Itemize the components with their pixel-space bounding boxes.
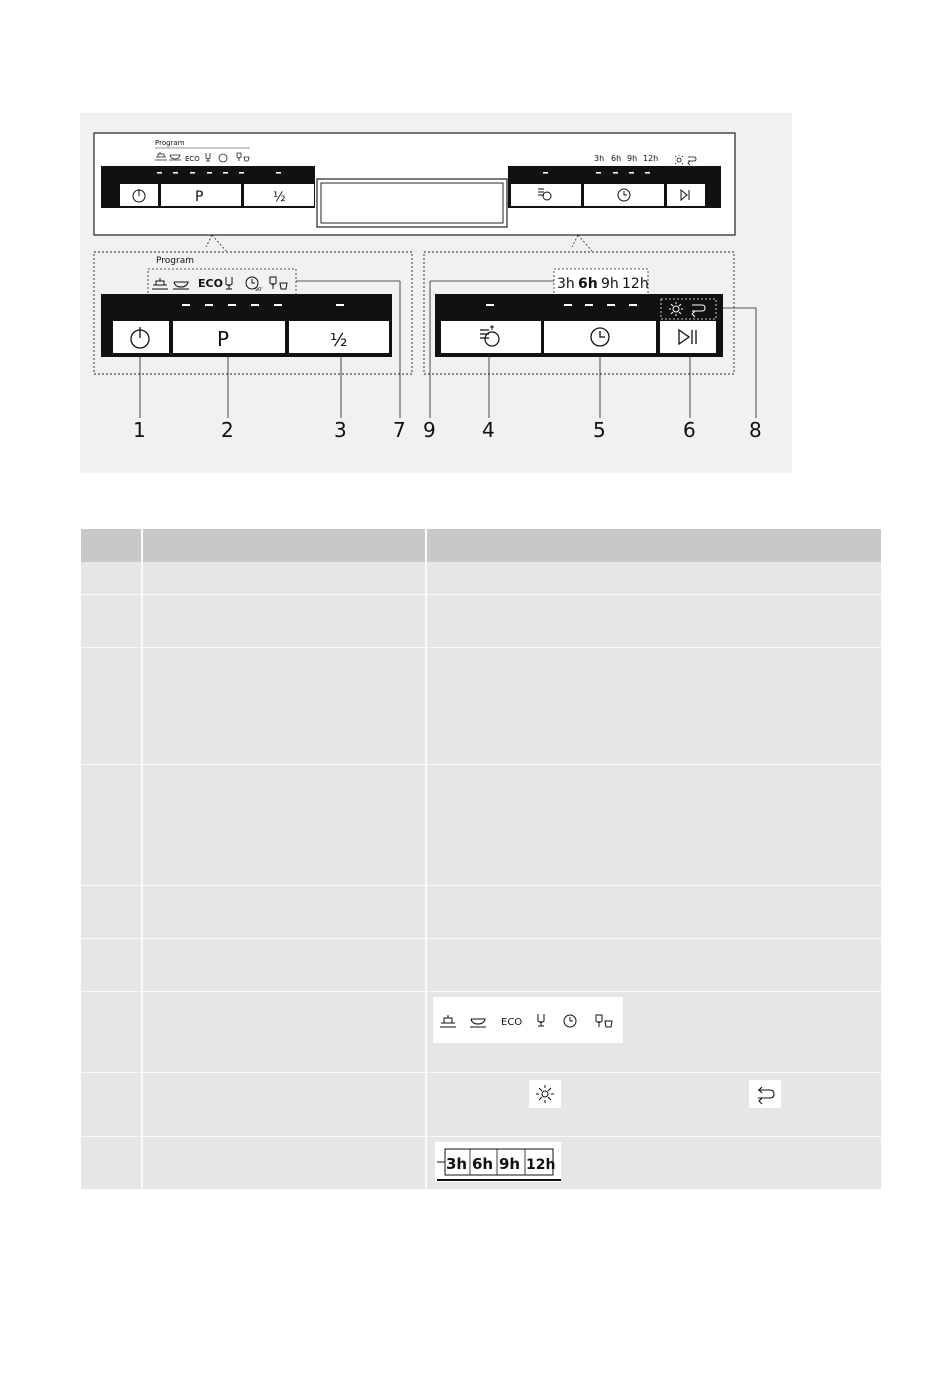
table-header-row [81,529,881,563]
svg-text:90': 90' [255,287,263,293]
zoom-program-label: Program [156,256,194,266]
legend-eco-text: ECO [501,1017,523,1028]
glass-icon [538,1014,544,1026]
table-row [81,765,881,886]
svg-text:12h: 12h [622,276,649,292]
callout-numbers [133,418,762,442]
table-row-warning-indicators [81,1073,881,1137]
delicate-glass-icon [270,277,287,289]
svg-text:9h: 9h [601,276,619,292]
header-cell-description [427,529,881,562]
table-row [81,886,881,939]
callout-8: 8 [749,418,762,442]
program-indicator-legend [433,997,623,1043]
overview-program-label: Program [155,139,185,147]
callout-7: 7 [393,418,406,442]
normal-bowl-icon [470,1019,486,1027]
table-row [81,648,881,765]
callout-2: 2 [221,418,234,442]
salt-indicator [749,1080,781,1108]
intensive-pot-icon [440,1015,456,1027]
table-row-delay-indicators [81,1137,881,1190]
table-row [81,595,881,648]
svg-text:9h: 9h [499,1155,521,1173]
header-cell-no [81,529,143,562]
overview-eco-text: ECO [185,155,200,163]
header-cell-name [143,529,427,562]
overview-start-button [667,184,705,206]
svg-text:3h: 3h [446,1155,468,1173]
table-row [81,562,881,595]
delicate-glass-icon [596,1015,612,1027]
zoom-eco-text: ECO [198,277,223,290]
svg-text:6h: 6h [611,154,622,163]
callout-6: 6 [683,418,696,442]
rinse-aid-icon [536,1085,554,1103]
callout-3: 3 [334,418,347,442]
svg-text:3h: 3h [557,276,575,292]
normal-bowl-icon [173,282,189,289]
svg-text:3h: 3h [594,154,605,163]
callout-9: 9 [423,418,436,442]
svg-text:P: P [217,327,230,351]
svg-text:6h: 6h [578,276,598,292]
zoom-right-panel [424,252,756,418]
intensive-pot-icon [152,278,168,289]
svg-text:½: ½ [273,190,286,205]
callout-1: 1 [133,418,146,442]
zoom-left-panel [94,252,412,418]
svg-text:½: ½ [330,330,348,351]
svg-text:6h: 6h [472,1155,494,1173]
glass-icon [226,277,232,289]
zoom-extra-dry-button [441,321,541,353]
rinse-aid-indicator [529,1080,561,1108]
delay-hours-legend [435,1142,561,1182]
salt-icon [758,1087,774,1104]
diagram-svg [80,113,792,473]
callout-4: 4 [482,418,495,442]
svg-text:9h: 9h [627,154,638,163]
table-row-program-indicators [81,992,881,1073]
table-row [81,939,881,992]
overview-extra-dry-button [511,184,581,206]
svg-text:12h: 12h [526,1157,556,1173]
svg-text:12h: 12h [643,154,659,163]
overview-panel [94,133,735,235]
control-panel-diagram [80,113,792,473]
svg-text:P: P [195,189,204,205]
callout-5: 5 [593,418,606,442]
